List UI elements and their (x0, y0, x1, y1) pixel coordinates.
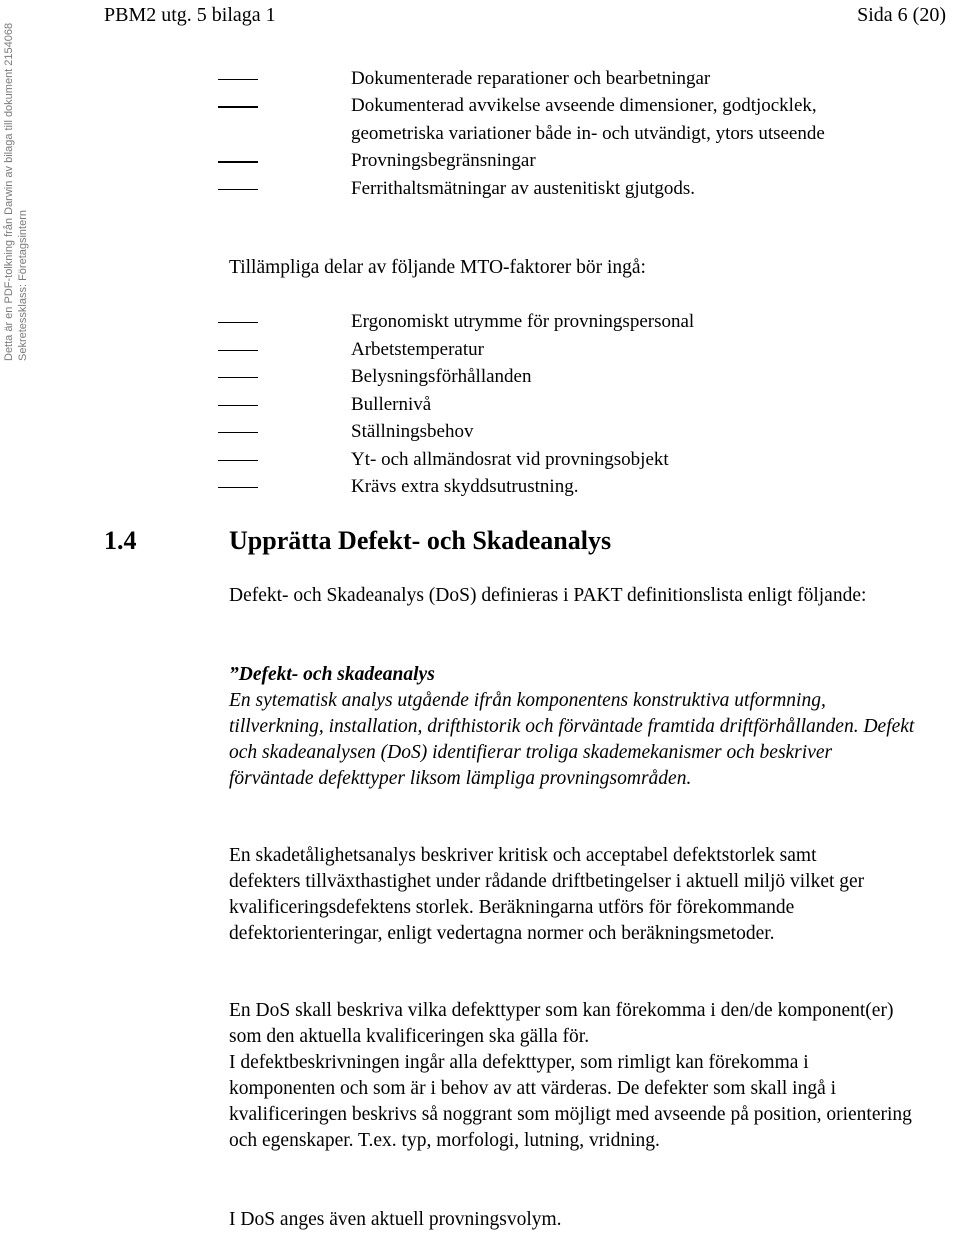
dash-bullet (218, 487, 258, 488)
dash-bullet (218, 350, 258, 351)
side-watermark (2, 6, 28, 361)
side-note-line2: Sekretessklass: Företagsintern (17, 209, 29, 361)
list-item-text: Provningsbegränsningar (351, 150, 536, 172)
side-note-line1: Detta är en PDF-tolkning från Darwin av bilaga till dokument 2154068 (3, 22, 15, 361)
list-item (218, 65, 851, 92)
dash-bullet (218, 405, 258, 406)
dash-bullet (218, 322, 258, 323)
list-item-text: Arbetstemperatur (351, 338, 484, 360)
dash-bullet (218, 460, 258, 461)
list-item (218, 473, 694, 501)
section-number: 1.4 (104, 526, 137, 555)
list-item-text: Dokumenterade reparationer och bearbetningar (351, 68, 711, 89)
paragraph-damage-tolerance: En skadetålighetsanalys beskriver kritisk och acceptabel defektstorlek samt defekters tillväxthastighet under rådande driftbetingelser i aktuell miljö vilket ger kvalificeringsdefektens storlek. Beräkningarna utförs för förekommande defektorienteringar, enligt vedertagna normer och beräkningsmetoder. (229, 845, 865, 944)
list-item (218, 92, 851, 147)
dash-bullet (218, 377, 258, 378)
dash-bullet (218, 189, 258, 190)
list-item-text: Dokumenterad avvikelse avseende dimensioner, godtjocklek, geometriska variationer både in- och utvändigt, ytors utseende (351, 95, 825, 144)
mto-factor-list (218, 308, 694, 501)
dash-bullet (218, 106, 258, 107)
list-item (218, 418, 694, 446)
definition-title: ”Defekt- och skadeanalys (229, 664, 435, 685)
dash-bullet (218, 79, 258, 80)
dash-bullet (218, 161, 258, 162)
list-item-text: Yt- och allmändosrat vid provningsobjekt (351, 448, 669, 470)
list-item (218, 336, 694, 364)
list-item-text: Belysningsförhållanden (351, 366, 532, 387)
list-item-text: Ergonomiskt utrymme för provningspersonal (351, 311, 695, 332)
list-item (218, 308, 694, 336)
list-item (218, 391, 694, 419)
paragraph-test-volume: I DoS anges även aktuell provningsvolym. (229, 1209, 562, 1230)
list-item-text: Bullernivå (351, 393, 432, 415)
document-reference: PBM2 utg. 5 bilaga 1 (104, 4, 276, 26)
dash-bullet (218, 432, 258, 433)
list-item (218, 363, 694, 391)
definition-text: En sytematisk analys utgående ifrån komponentens konstruktiva utformning, tillverkning, installation, drifthistorik och förväntade framtida driftförhållanden. Defekt och skadeanalysen (DoS) identifierar troliga skademekanismer och beskriver förväntade defekttyper liksom lämpliga provningsområden. (229, 690, 915, 789)
section-title: Upprätta Defekt- och Skadeanalys (229, 526, 612, 555)
list-item-text: Krävs extra skyddsutrustning. (351, 476, 579, 497)
definition-intro: Defekt- och Skadeanalys (DoS) definieras i PAKT definitionslista enligt följande: (229, 585, 867, 606)
definition-quote (229, 662, 919, 792)
page-number: Sida 6 (20) (857, 4, 946, 26)
list-item (218, 446, 694, 474)
list-item-text: Ferrithaltsmätningar av austenitiskt gjutgods. (351, 177, 696, 199)
list-item (218, 147, 851, 174)
mto-intro: Tillämpliga delar av följande MTO-faktorer bör ingå: (229, 257, 646, 278)
paragraph-dos-scope-line: En DoS skall beskriva vilka defekttyper som kan förekomma i den/de komponent(er) som den aktuella kvalificeringen ska gälla för. (229, 1000, 894, 1047)
list-item (218, 175, 851, 202)
documentation-list (218, 65, 851, 202)
paragraph-defect-description: I defektbeskrivningen ingår alla defekttyper, som rimligt kan förekomma i komponenten och som är i behov av att värderas. De defekter som skall ingå i kvalificeringen beskrivs så noggrant som möjligt med avseende på position, orientering och egenskaper. T.ex. typ, morfologi, lutning, vridning. (229, 1052, 912, 1151)
list-item-text: Ställningsbehov (351, 421, 474, 442)
paragraph-dos-scope (229, 998, 919, 1154)
